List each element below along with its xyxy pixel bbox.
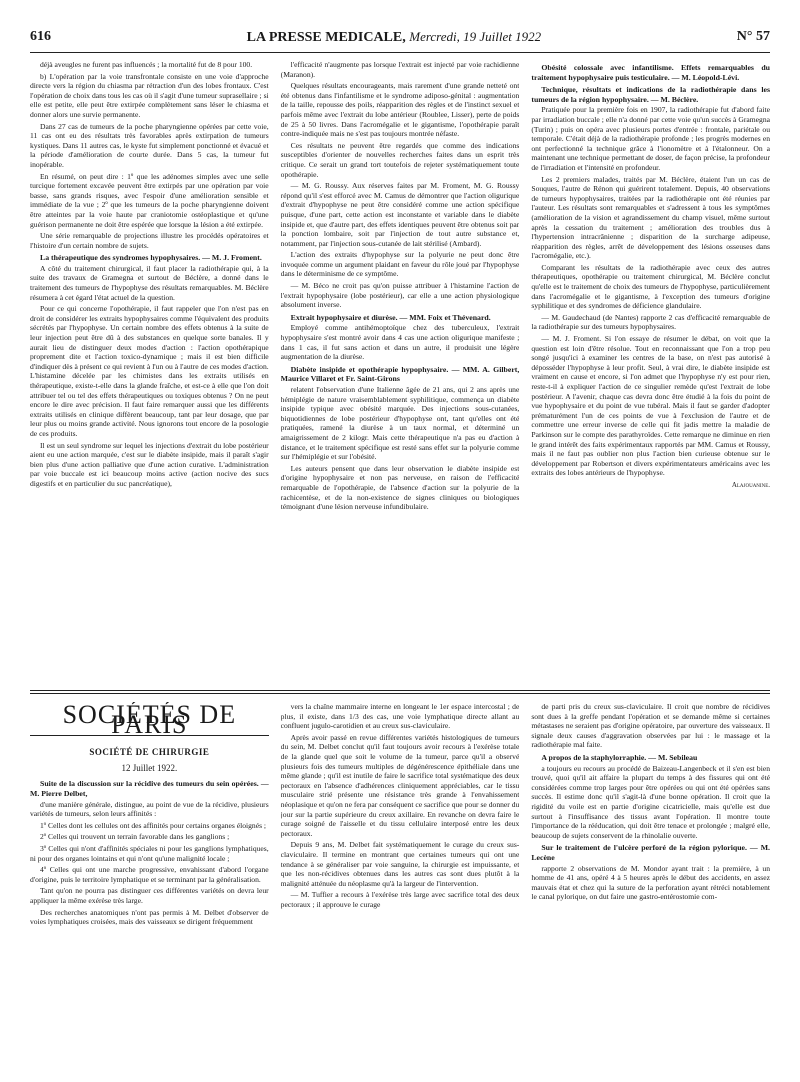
section-divider (30, 690, 770, 691)
paragraph: — M. J. Froment. Si l'on essaye de résumer le débat, on voit que la question est loin d'être résolue. Tout en reconnaissant que l'on a trop peu songé jusqu'ici à examiner les centres de la base, on n'est pas autorisé à déposséder l'hypophyse à leur profit. Seul, à vrai dire, le diabète insipide est vraiment en cause et encore, si l'on admet que l'hypophyse n'y est pour rien, reste-t-il à expliquer l'action de ce singulier remède qu'est l'extrait de lobe postérieur. A l'avenir, chaque cas devra donc être étudié à la fois du point de vue hypophysaire et du point de vue tubéral. Mais il faut se garder d'adopter prématurément l'un de ces points de vue à l'exclusion de l'autre et de commettre une erreur inverse de celle qui fit jadis mettre la maladie de Parkinson sur le compte des parathyroïdes. Cette remarque ne diminue en rien le grand intérêt des faits expérimentaux rapportés par MM. Camus et Roussy, mais il ne faut pas oublier non plus l'action bien curieuse obtenue sur le développement par Robertson et divers expérimentateurs américains avec les extraits des lobes antérieurs de l'hypophyse. (531, 334, 770, 478)
bottom-column-2 (281, 702, 520, 1072)
section-heading: Extrait hypophysaire et diurèse. — MM. Foix et Thévenard. (290, 312, 491, 322)
paragraph: — M. Béco ne croit pas qu'on puisse attribuer à l'histamine l'action de l'extrait hypophysaire (lobe postérieur), car elle a une action physiologique absolument inverse. (280, 281, 520, 310)
paragraph: Depuis 9 ans, M. Delbet fait systématiquement le curage du creux sus-claviculaire. Il termine en montrant que certaines tumeurs qui ont une tendance à se généraliser par voie sanguine, la chirurgie est impuissante, et que les non-récidives obtenues dans les autres cas sont dues plutôt à la malignité atténuée du néoplasme qu'à la largeur de l'intervention. (280, 840, 520, 888)
section-heading: Sur le traitement de l'ulcère perforé de la région pylorique. — M. Lecène (531, 843, 770, 862)
paragraph: Quelques résultats encourageants, mais rarement d'une grande netteté ont été obtenus dans l'infantilisme et le syndrome adiposo-génital : augmentation de la taille, repousse des poils, réapparition des règles et de l'instinct sexuel et parfois même avec l'extrait du lobe antérieur (Roublee, Lisser), perte de poids de 25 à 50 livres. Dans l'acromégalie et le gigantisme, l'opothérapie paraît contre-indiquée mais ne s'est pas toujours montrée néfaste. (280, 81, 520, 139)
section-heading: La thérapeutique des syndromes hypophysaires. — M. J. Froment. (40, 253, 262, 263)
paragraph: vers la chaîne mammaire interne en longeant le 1er espace intercostal ; de plus, il existe, dans 1/3 des cas, une voie lymphatique directe allant au confluent jugulo-carotidien et au creux sus-claviculaire. (280, 702, 520, 731)
paragraph: — M. Tuffier a recours à l'exérèse très large avec sacrifice total des deux pectoraux ; il approuve le curage (280, 890, 520, 909)
paragraph: relatent l'observation d'une Italienne âgée de 21 ans, qui 2 ans après une hémiplégie de nature vraisemblablement syphilitique, commença un diabète insipide typique avec obésité marquée. Des injections sous-cutanées, biquotidiennes de lobe postérieur d'hypophyse ont, tant qu'elles ont été pratiquées, ramené la diurèse à un taux normal, et déterminé un amaigrissement de 2 kilogr. Mais cette thérapeutique n'a pas eu d'action à distance, et le traitement spécifique est resté sans effet sur la polyurie comme sur l'hémiplégie et sur l'obésité. (280, 385, 520, 462)
section-title: SOCIÉTÉS DE PARIS (30, 710, 269, 736)
issue-number: N° 57 (736, 29, 770, 44)
page-header (30, 22, 770, 53)
paragraph: Une série remarquable de projections illustre les procédés opératoires et l'histoire d'un certain nombre de sujets. (30, 231, 269, 250)
paragraph: déjà aveugles ne furent pas influencés ; la mortalité fut de 8 pour 100. (40, 60, 253, 69)
paragraph: rapporte 2 observations de M. Mondor ayant trait : la première, à un homme de 41 ans, opéré 4 à 5 heures après le début des accidents, en assez mauvais état et chez qui la suture de la perforation ayant rétréci notablement le canal pylorique, on dut faire une gastro-entérostomie com- (531, 863, 770, 902)
journal-title (247, 29, 542, 46)
paragraph: Dans 27 cas de tumeurs de la poche pharyngienne opérées par cette voie, 11 cas ont eu des résultats très favorables après extirpation de tumeurs kystiques. Dans 11 autres cas, le kyste fut simplement ponctionné et évacué et la période d'amélioration de courte durée. Dans 5 cas, la tumeur fut inopérable. (30, 121, 269, 169)
paragraph: Il est un seul syndrome sur lequel les injections d'extrait du lobe postérieur aient eu une action marquée, c'est sur le diabète insipide, mais il paraît s'agir bien plus d'une action palliative que d'une action curative. L'administration par voie buccale est ici beaucoup moins active (action nocive des sucs digestifs et en particulier du suc pancréatique), (30, 440, 269, 488)
paragraph: En résumé, on peut dire : 1º que les adénomes simples avec une selle turcique fortement excavée peuvent être extirpés par une opération par voie basse, sans grands risques, avec l'espoir d'une amélioration sensible et immédiate de la vue ; 2º que les tumeurs de la poche pharyngienne doivent être atteintes par la voie haute par craniotomie ostéoplastique et qu'une guérison permanente ne doit être espérée que lorsque la lésion a été extirpée. (30, 171, 269, 229)
top-column-2 (281, 60, 520, 685)
paragraph: 4º Celles qui ont une marche progressive, envahissant d'abord l'organe d'origine, puis le territoire lymphatique et se terminant par la généralisation. (30, 865, 269, 884)
paragraph: Des recherches anatomiques n'ont pas permis à M. Delbet d'observer de voies lymphatiques croisées, mais des vaisseaux se dirigent fréquemment (30, 907, 269, 927)
journal-name: LA PRESSE MEDICALE, (246, 29, 406, 45)
society-name: SOCIÉTÉ DE CHIRURGIE (89, 747, 210, 758)
section-heading: Suite de la discussion sur la récidive des tumeurs du sein opérées. — M. Pierre Delbet, (30, 779, 269, 798)
bottom-column-3 (531, 702, 770, 1072)
paragraph: Pratiquée pour la première fois en 1907, la radiothérapie fut d'abord faite par irradiation buccale ; elle n'a donné par cette voie qu'un succès à Gramegna (Turin) ; puis on opéra avec plusieurs portes d'entrée : frontale, pariétale ou temporale. C'était déjà de la radiothérapie profonde ; les progrès modernes en ont perfectionné la technique grâce à l'ionomètre et à l'étalonneur. On a maintenant une technique permettant de doser, de façon précise, la profondeur de l'irradiation et l'intensité en profondeur. (531, 105, 770, 172)
paragraph: d'une manière générale, distingue, au point de vue de la récidive, plusieurs variétés de tumeurs, selon leurs affinités : (30, 799, 269, 819)
section-heading: Obésité colossale avec infantilisme. Effets remarquables du traitement hypophysaire puis testiculaire. — M. Léopold-Lévi. (531, 63, 770, 82)
signature: Alajouanine. (731, 480, 770, 489)
paragraph: 3º Celles qui n'ont d'affinités spéciales ni pour les ganglions lymphatiques, ni pour des organes lointains et qui n'ont qu'une malignité locale ; (30, 843, 269, 863)
section-heading: A propos de la staphylorraphie. — M. Sebileau (541, 752, 698, 762)
top-column-1 (30, 60, 269, 685)
top-column-3-text (531, 63, 770, 478)
paragraph: Employé comme antihémoptoïque chez des tuberculeux, l'extrait hypophysaire s'est montré avoir dans 4 cas une action oligurique manifeste ; dans 1 cas, il fut sans action et dans un autre, il produisit une légère augmentation de la diurèse. (280, 323, 520, 362)
top-columns (30, 60, 770, 685)
paragraph: de parti pris du creux sus-claviculaire. Il croit que nombre de récidives sont dues à la greffe pendant l'opération et se demande même si certaines métastases ne seraient pas d'origine opératoire, par ouverture des vaisseaux. Il signale deux causes d'aggravation observées par lui : le massage et la radiothérapie mal faite. (531, 702, 770, 750)
page-number: 616 (30, 29, 51, 44)
section-heading: Diabète insipide et opothérapie hypophysaire. — MM. A. Gilbert, Maurice Villaret et Fr. Saint-Girons (280, 364, 520, 384)
issue-date: Mercredi, 19 Juillet 1922 (409, 28, 542, 44)
paragraph: 1º Celles dont les cellules ont des affinités pour certains organes éloignés ; (40, 820, 267, 830)
paragraph: b) L'opération par la voie transfrontale consiste en une voie d'approche directe vers la région du chiasma par rétraction d'un des lobes frontaux. C'est l'opération de choix dans tous les cas où il s'agit d'une tumeur suprasellaire ; si elle est petite, elle peut être extirpée complètement sans léser le chiasma et donner alors une survie permanente. (30, 71, 269, 119)
paragraph: 2º Celles qui trouvent un terrain favorable dans les ganglions ; (40, 832, 230, 842)
paragraph: Les 2 premiers malades, traités par M. Béclère, étaient l'un un cas de Souques, l'autre de Rénon qui guérirent totalement. Depuis, 40 observations de tumeurs hypophysaires, traitées par la radiothérapie ont été réunies par l'auteur. Les résultats sont remarquables et s'adressent à tous les symptômes (amélioration de la vision et agrandissement du champ visuel, même surtout après la cessation du traitement ; amélioration des troubles dus à l'hypertension intracrânienne ; disparition de la surcharge adipeuse, réapparition des règles, arrêt de développement des lésions osseuses dans l'acromégalie, etc.). (531, 174, 770, 261)
top-column-3 (531, 60, 770, 685)
section-divider-2 (30, 693, 770, 694)
bottom-column-1 (30, 702, 269, 1072)
paragraph: Comparant les résultats de la radiothérapie avec ceux des autres thérapeutiques, opothérapie ou traitement chirurgical, M. Béclère conclut qu'elle est le traitement de choix des tumeurs de l'hypophyse, particulièrement dans l'acromégalie et le gigantisme, à l'exception des tumeurs d'origine syphilitique et des syndromes de déficience glandulaire. (531, 262, 770, 311)
bottom-columns (30, 702, 770, 1072)
paragraph: Pour ce qui concerne l'opothérapie, il faut rappeler que l'on n'est pas en droit de considérer les extraits hypophysaires comme l'équivalent des produits sécrétés par l'hypophyse. Un certain nombre des effets obtenus à la suite de leur injection peut être dû à des substances en quelque sorte banales. Il y aurait lieu de distinguer deux modes d'action : l'action opothérapique proprement dite et l'action toxico-dynamique ; mais il est bien difficile d'indiquer dès à présent ce qui revient à l'un ou à l'autre de ces modes d'action. L'histamine décelée par les chimistes dans les extraits utilisés en thérapeutique, existe-t-elle dans la glande fraîche, et est-ce à elle que l'on doit attribuer tel ou tel des effets thérapeutiques ou toxiques obtenus ? On ne peut encore le dire avec précision. Il faut faire remarquer aussi que les différents extraits utilisés en clinique diffèrent beaucoup, tant par leur dosage, que par leur plus ou moins grande activité. Nous ignorons tout encore de la posologie de ces produits. (30, 304, 269, 438)
paragraph: Ces résultats ne peuvent être regardés que comme des indications susceptibles d'orienter de nouvelles recherches faites dans un esprit très critique. Ce serait un grand tort toutefois de rejeter systématiquement toute opothérapie. (280, 140, 520, 179)
paragraph: Les auteurs pensent que dans leur observation le diabète insipide est d'origine hypophysaire et non pas nerveuse, en raison de l'efficacité remarquable de l'opothérapie, de l'absence d'action sur la polyurie de la rachicentèse, et de la non-existence de signes cliniques ou biologiques témoignant d'une lésion nerveuse infundibulaire. (280, 463, 520, 512)
paragraph: l'efficacité n'augmente pas lorsque l'extrait est injecté par voie rachidienne (Maranon). (280, 60, 520, 79)
paragraph: L'action des extraits d'hypophyse sur la polyurie ne peut donc être invoquée comme un argument plaidant en faveur du rôle joué par l'hypophyse dans le déterminisme de ce symptôme. (280, 250, 520, 279)
paragraph: A côté du traitement chirurgical, il faut placer la radiothérapie qui, à la suite des travaux de Gramegna et surtout de Béclère, a donné dans le traitement des tumeurs de l'hypophyse des résultats remarquables. M. Béclère résumera à cet égard l'état actuel de la question. (30, 263, 269, 302)
paragraph: a toujours eu recours au procédé de Baizeau-Langenbeck et il s'en est bien trouvé, quoi qu'il ait affaire la plupart du temps à des fissures qui ont été considérées comme trop larges pour être opérées ou qui ont été opérées sans succès. Il estime donc qu'il s'agit-là d'une bonne opération. Il croit que la rigidité du voile est en partie d'origine cicatricielle, mais qu'elle est due surtout à l'insuffisance des tissus avant l'opération. Il montre toute l'importance de la rééducation, qui doit être tenace et prolongée ; malgré elle, beaucoup de sujets conservent de la rhinolalie ouverte. (531, 763, 770, 840)
session-date: 12 Juillet 1922. (121, 762, 178, 773)
paragraph: Après avoir passé en revue différentes variétés histologiques de tumeurs du sein, M. Delbet conclut qu'il faut toujours avoir recours à l'exérèse totale de la glande quel que soit le volume de la tumeur, parce qu'il a observé plusieurs fois des tumeurs multiples de dégénérescence épithéliale dans une même glande ; qu'il est inutile de faire le sacrifice total systématique des deux pectoraux en l'absence d'adhérences cliniquement appréciables, car le tissu musculaire strié présente une résistance très grande à l'envahissement néoplasique et qu'on ne fera par conséquent ce sacrifice que pour se donner du jour sur la partie supérieure du creux axillaire. En revanche on devra faire le curage soigné de l'aisselle et du tissu cellulaire interposé entre les deux pectoraux. (280, 732, 520, 838)
paragraph: — M. Gaudechaud (de Nantes) rapporte 2 cas d'efficacité remarquable de la radiothérapie sur des tumeurs hypophysaires. (531, 312, 770, 332)
paragraph: Tant qu'on ne pourra pas distinguer ces différentes variétés on devra leur appliquer la même exérèse très large. (30, 886, 269, 905)
section-heading: Technique, résultats et indications de la radiothérapie dans les tumeurs de la région hypophysaire. — M. Béclère. (531, 85, 770, 104)
bottom-column-1-text (30, 779, 269, 926)
paragraph: — M. G. Roussy. Aux réserves faites par M. Froment, M. G. Roussy répond qu'il s'est efforcé avec M. Camus de démontrer que l'action oligurique d'extrait d'hypophyse ne peut être considéré comme une action spécifique puisque, d'une part, cette action est inconstante et variable dans le diabète insipide et, que d'autre part, des effets identiques peuvent être obtenus soit par la ponction lombaire, soit par l'injection de tout autre substance et, notamment, par l'injection sous-cutanée de lait stérilisé (Ambard). (280, 181, 520, 248)
